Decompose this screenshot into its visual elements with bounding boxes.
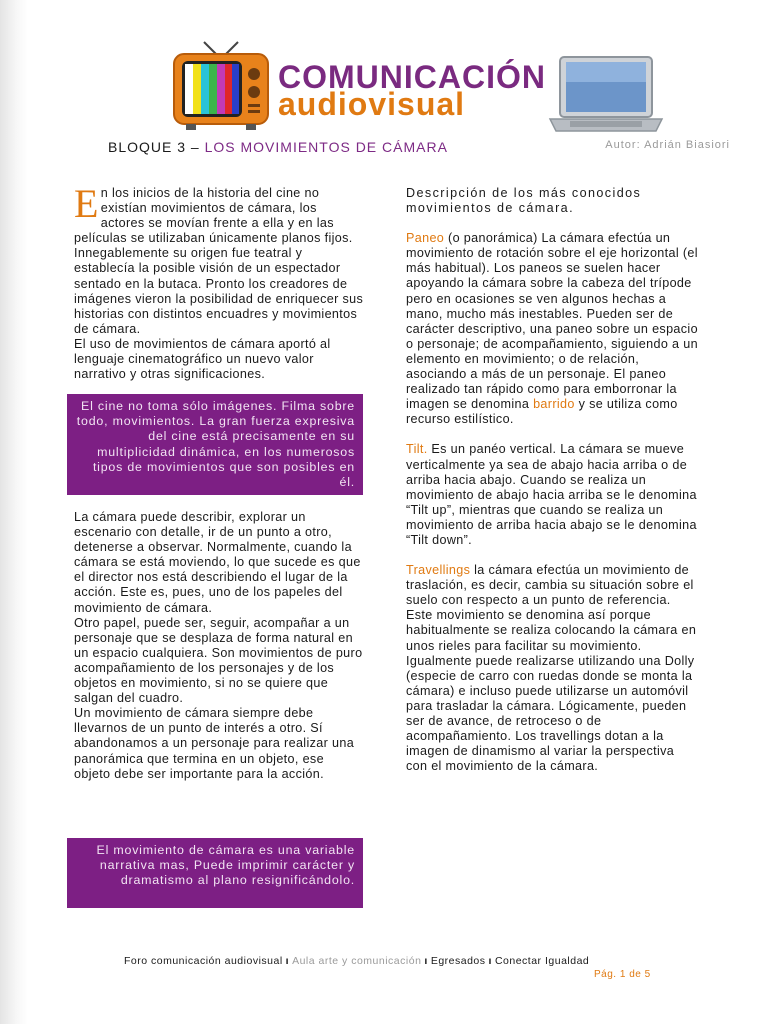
travelling-term: Travellings xyxy=(406,563,471,578)
logo-title-line2: audiovisual xyxy=(278,86,466,122)
footer-link-egresados[interactable]: Egresados xyxy=(430,955,486,967)
section-heading xyxy=(108,139,448,155)
pull-quote-2: El movimiento de cámara es una variable narrativa mas, Puede imprimir carácter y dramatismo al plano resignificándolo. xyxy=(67,838,363,908)
paragraph-2: El uso de movimientos de cámara aportó al lenguaje cinematográfico un nuevo valor narrativo y otras significaciones. xyxy=(74,336,331,382)
paragraph-4: Otro papel, puede ser, seguir, acompañar a un personaje que se desplaza de forma natural en un espacio cualquiera. Son movimientos de puro acompañamiento de los personajes y de los objetos en movimiento, si no se quiere que salgan del cuadro. xyxy=(74,615,363,706)
laptop-icon xyxy=(546,55,666,135)
footer-separator: ı xyxy=(488,955,492,967)
tilt-term: Tilt. xyxy=(406,442,428,457)
footer-separator: ı xyxy=(424,955,428,967)
paneo-text: (o panorámica) La cámara efectúa un movimiento de rotación sobre el eje horizontal (el más habitual). Los paneos se suelen hacer apoyando la cámara sobre la cabeza del trípode pero en ocasiones se ven algunos hechas a mano, mucho más inestables. Pueden ser de carácter descriptivo, una paneo sobre un espacio o personaje; de acompañamiento, siguiendo a un elemento en movimiento; o de relación, asociando a más de un personaje. El paneo realizado tan rápido como para emborronar la imagen se denomina xyxy=(406,231,698,412)
drop-cap: E xyxy=(74,181,99,226)
intro-paragraph xyxy=(74,181,364,337)
bloque-prefix: BLOQUE 3 – xyxy=(108,139,205,155)
pull-quote-1: El cine no toma sólo imágenes. Filma sobre todo, movimientos. La gran fuerza expresiva del cine está precisamente en su multiplicidad dinámica, en los numerosos tipos de movimientos que son posibles en él. xyxy=(67,394,363,495)
paneo-term: Paneo xyxy=(406,231,445,246)
left-column xyxy=(74,181,364,382)
left-column-lower xyxy=(74,510,364,782)
footer-link-aula[interactable]: Aula arte y comunicación xyxy=(292,955,422,967)
paragraph-5: Un movimiento de cámara siempre debe llevarnos de un punto de interés a otro. Sí abandonamos a un personaje para realizar una panorámica que termina en un objeto, ese objeto debe ser importante para la acción. xyxy=(74,706,355,781)
logo-title-line1: COMUNICACIÓN xyxy=(278,59,546,95)
footer-link-conectar[interactable]: Conectar Igualdad xyxy=(494,955,590,967)
footer-links xyxy=(124,955,589,967)
right-column xyxy=(406,186,698,774)
travelling-paragraph xyxy=(406,563,698,774)
tv-icon xyxy=(172,40,270,132)
paneo-end: y se utiliza como recurso estilístico. xyxy=(406,397,678,427)
page-edge-shadow xyxy=(0,0,28,1024)
paragraph-3: La cámara puede describir, explorar un escenario con detalle, ir de un punto a otro, detenerse a observar. Normalmente, cuando la cámara se está moviendo, lo que sucede es que el director nos está describiendo el lugar de la acción. Este es, pues, uno de los papeles del movimiento de cámara. xyxy=(74,510,361,615)
footer-link-foro[interactable]: Foro comunicación audiovisual xyxy=(124,955,283,967)
footer-separator: ı xyxy=(285,955,290,967)
tilt-text: Es un panéo vertical. La cámara se mueve verticalmente ya sea de abajo hacia arriba o de arriba hacia abajo. Cuando se realiza un movimiento de abajo hacia arriba se le denomina “Tilt up”, mientras que cuando se realiza un movimiento de arriba hacia abajo se le denomina “Tilt down”. xyxy=(406,442,697,547)
page-number: Pág. 1 de 5 xyxy=(594,969,651,980)
tilt-paragraph xyxy=(406,442,698,548)
bloque-title: LOS MOVIMIENTOS DE CÁMARA xyxy=(204,139,448,155)
paneo-paragraph xyxy=(406,231,698,427)
movements-intro: Descripción de los más conocidos movimientos de cámara. xyxy=(406,186,642,216)
author-line: Autor: Adrián Biasiori xyxy=(605,139,730,151)
barrido-term: barrido xyxy=(533,397,575,412)
intro-text: n los inicios de la historia del cine no existían movimientos de cámara, los actores se movían frente a ella y en las películas se utilizaban únicamente planos fijos. Innegablemente su origen fue teatral y establecía la posible visión de un espectador sentado en la butaca. Pronto los creadores de imágenes vieron la posibilidad de enriquecer sus historias con distintos encuadres y movimientos de cámara. xyxy=(74,186,364,336)
travelling-text: la cámara efectúa un movimiento de traslación, es decir, cambia su situación sobre el suelo con respecto a un punto de referencia. Este movimiento se denomina así porque habitualmente se realiza colocando la cámara en unos rieles para facilitar su movimiento. Igualmente puede realizarse utilizando una Dolly (especie de carro con ruedas donde se monta la cámara) e incluso puede utilizarse un automóvil para trasladar la cámara. Lógicamente, pueden ser de avance, de retroceso o de acompañamiento. Los travellings dotan a la imagen de dinamismo al variar la perspectiva con el movimiento de la cámara. xyxy=(406,563,697,774)
